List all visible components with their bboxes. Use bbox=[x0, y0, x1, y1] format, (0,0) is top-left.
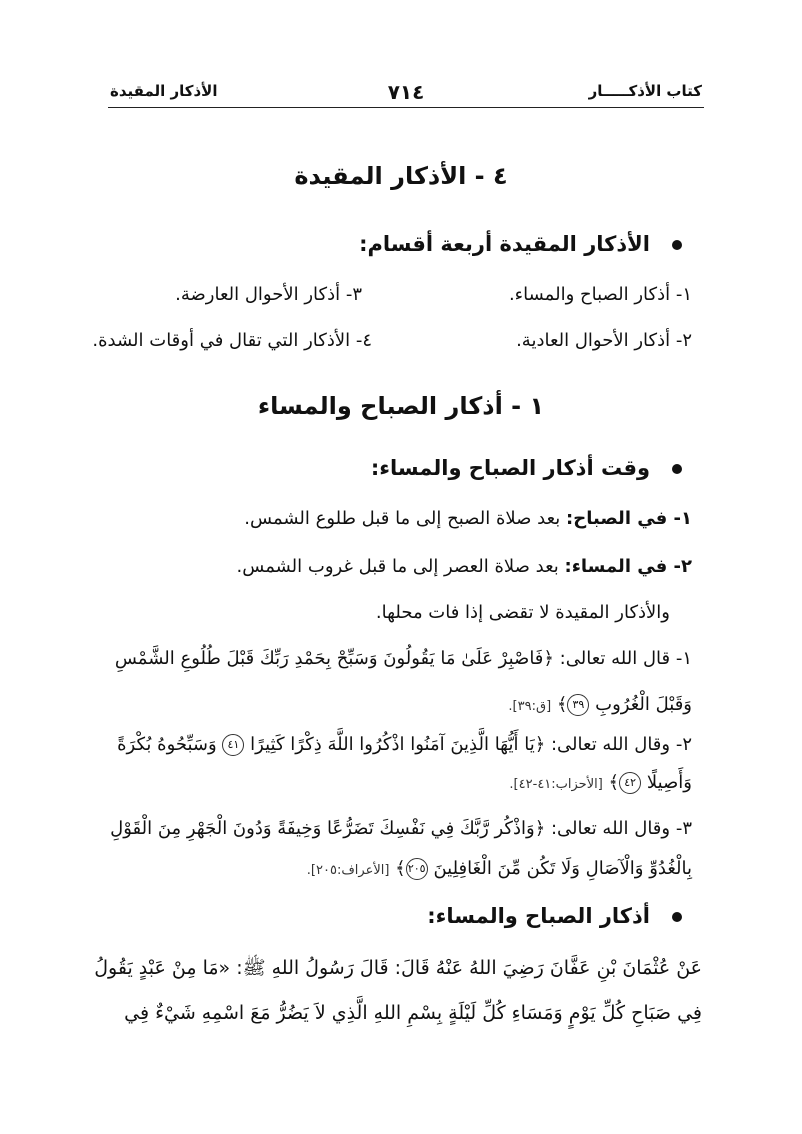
note-text: والأذكار المقيدة لا تقضى إذا فات محلها. bbox=[375, 602, 670, 623]
verse-3-line-1 bbox=[110, 818, 692, 839]
hadith-line-2: فِي صَبَاحِ كُلِّ يَوْمٍ وَمَسَاءِ كُلِّ لَيْلَةٍ بِسْمِ اللهِ الَّذِي لاَ يَضُرُّ مَعَ اسْمِهِ شَيْءٌ فِي bbox=[124, 1002, 702, 1024]
header-divider bbox=[108, 107, 704, 108]
verse-2-text: ﴿يَا أَيُّهَا الَّذِينَ آمَنُوا اذْكُرُوا اللَّهَ ذِكْرًا كَثِيرًا bbox=[250, 734, 546, 755]
adhkar-bullet-text: أذكار الصباح والمساء: bbox=[427, 904, 650, 928]
intro-bullet-text: الأذكار المقيدة أربعة أقسام: bbox=[359, 232, 650, 256]
morning-label: ١- في الصباح: bbox=[566, 508, 692, 529]
verse-3-text: ﴿وَاذْكُر رَّبَّكَ فِي نَفْسِكَ تَضَرُّعًا وَخِيفَةً وَدُونَ الْجَهْرِ مِنَ الْقَوْلِ bbox=[110, 818, 546, 839]
category-1: ١- أذكار الصباح والمساء. bbox=[508, 284, 692, 305]
bullet-dot bbox=[672, 464, 682, 474]
bullet-dot bbox=[672, 912, 682, 922]
verse-number-marker: ٣٩ bbox=[567, 694, 589, 716]
verse-1-line-1 bbox=[115, 648, 692, 669]
verse-2-line-2: وَأَصِيلًا ٤٢﴾ [الأحزاب:٤١-٤٢]. bbox=[509, 772, 692, 793]
verse-1-line-2: وَقَبْلَ الْغُرُوبِ ٣٩﴾ [ق:٣٩]. bbox=[508, 694, 692, 715]
verse-1-text-2: وَقَبْلَ الْغُرُوبِ bbox=[595, 694, 692, 715]
verse-1-text: ﴿فَاصْبِرْ عَلَىٰ مَا يَقُولُونَ وَسَبِّحْ بِحَمْدِ رَبِّكَ قَبْلَ طُلُوعِ الشَّمْسِ bbox=[114, 648, 554, 669]
running-header bbox=[110, 80, 702, 104]
intro-bullet bbox=[359, 232, 682, 256]
verse-2-intro: ٢- وقال الله تعالى: bbox=[545, 734, 692, 755]
verse-2-text-b: وَسَبِّحُوهُ بُكْرَةً bbox=[117, 734, 223, 755]
hadith-line-1: عَنْ عُثْمَانَ بْنِ عَفَّانَ رَضِيَ اللهُ عَنْهُ قَالَ: قَالَ رَسُولُ اللهِ ﷺ: «مَا مِنْ عَبْدٍ يَقُولُ bbox=[94, 957, 702, 979]
evening-label: ٢- في المساء: bbox=[564, 556, 692, 577]
verse-number-marker: ٤٢ bbox=[619, 772, 641, 794]
section-title: ٤ - الأذكار المقيدة bbox=[294, 162, 508, 190]
evening-time bbox=[237, 556, 692, 577]
chapter-title: الأذكار المقيدة bbox=[110, 82, 218, 100]
morning-text: بعد صلاة الصبح إلى ما قبل طلوع الشمس. bbox=[244, 508, 567, 529]
verse-1-intro: ١- قال الله تعالى: bbox=[553, 648, 692, 669]
verse-1-reference: [ق:٣٩]. bbox=[508, 699, 552, 714]
morning-time bbox=[244, 508, 692, 529]
adhkar-bullet bbox=[427, 904, 682, 928]
bullet-dot bbox=[672, 240, 682, 250]
subsection-title: ١ - أذكار الصباح والمساء bbox=[257, 392, 545, 420]
time-bullet-text: وقت أذكار الصباح والمساء: bbox=[370, 456, 650, 480]
time-bullet bbox=[371, 456, 682, 480]
category-3: ٣- أذكار الأحوال العارضة. bbox=[175, 284, 362, 305]
category-4: ٤- الأذكار التي تقال في أوقات الشدة. bbox=[92, 330, 372, 351]
verse-2-text-2: وَأَصِيلًا bbox=[646, 772, 692, 793]
book-title: كتاب الأذكـــــار bbox=[588, 82, 702, 100]
verse-3-reference: [الأعراف:٢٠٥]. bbox=[306, 863, 390, 878]
verse-3-line-2: بِالْغُدُوِّ وَالْآصَالِ وَلَا تَكُن مِّنَ الْغَافِلِينَ ٢٠٥﴾ [الأعراف:٢٠٥]. bbox=[306, 858, 692, 879]
page-number: ٧١٤ bbox=[387, 80, 425, 104]
verse-number-marker: ٤١ bbox=[222, 734, 244, 756]
evening-text: بعد صلاة العصر إلى ما قبل غروب الشمس. bbox=[236, 556, 565, 577]
verse-2-line-1 bbox=[117, 734, 692, 756]
verse-3-intro: ٣- وقال الله تعالى: bbox=[545, 818, 692, 839]
verse-number-marker: ٢٠٥ bbox=[406, 858, 428, 880]
verse-3-text-2: بِالْغُدُوِّ وَالْآصَالِ وَلَا تَكُن مِّنَ الْغَافِلِينَ bbox=[433, 858, 692, 879]
verse-2-reference: [الأحزاب:٤١-٤٢]. bbox=[509, 777, 603, 792]
category-2: ٢- أذكار الأحوال العادية. bbox=[516, 330, 692, 351]
